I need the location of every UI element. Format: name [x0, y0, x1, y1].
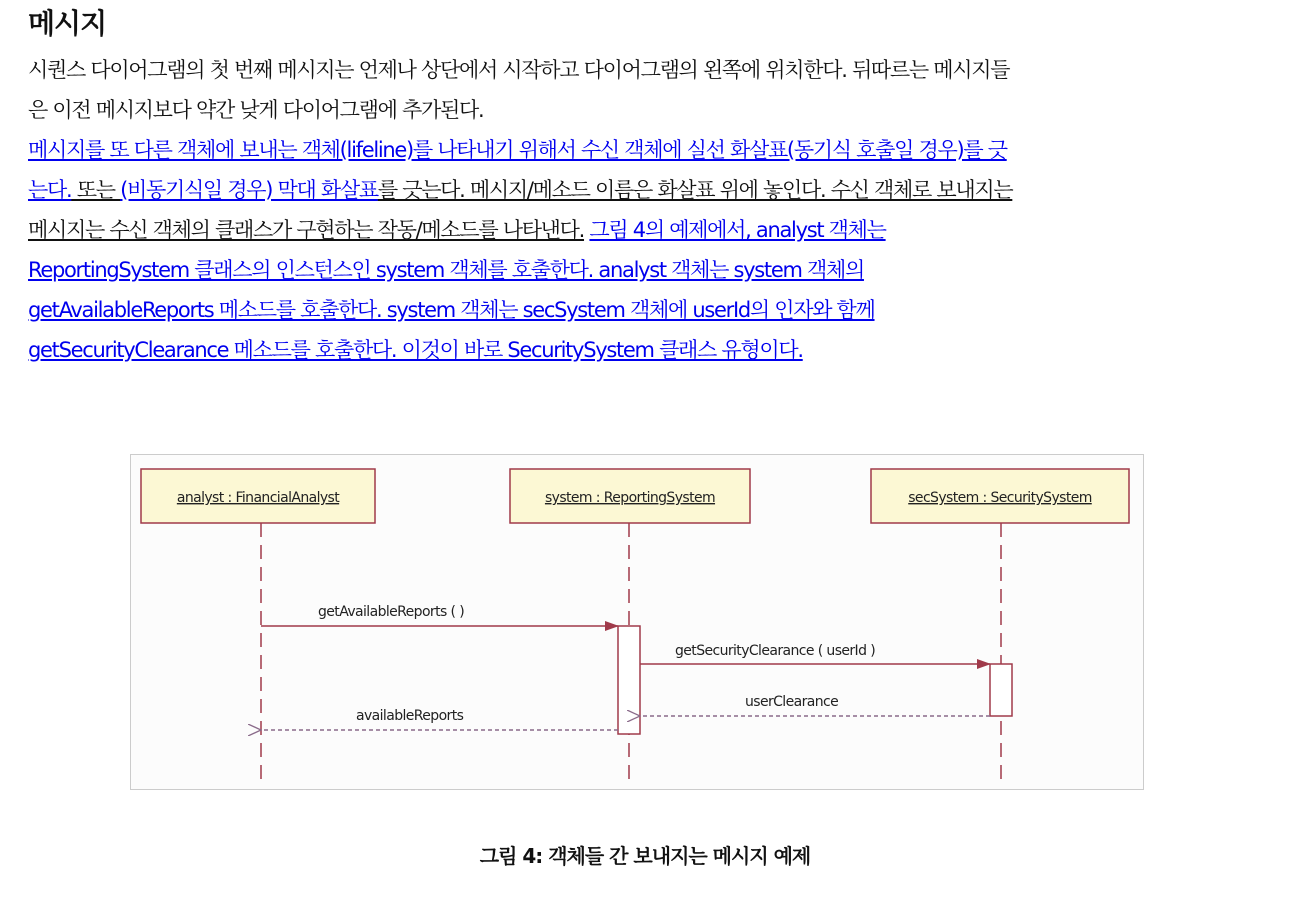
async-arrow-link[interactable]: (비동기식일 경우) 막대 화살표 — [120, 178, 378, 202]
paragraph-line-3 — [28, 130, 1248, 170]
object-analyst-label: analyst : FinancialAnalyst — [176, 490, 340, 506]
method-description-text: 메시지는 수신 객체의 클래스가 구현하는 작동/메소드를 나타낸다. — [28, 218, 585, 242]
sequence-diagram-figure — [130, 454, 1144, 790]
object-system — [510, 469, 750, 523]
activation-secsystem — [990, 664, 1012, 716]
paragraph-line-7 — [28, 290, 1248, 330]
figure-example-link-4[interactable]: getSecurityClearance 메소드를 호출한다. 이것이 바로 SecuritySystem 클래스 유형이다. — [28, 338, 803, 362]
object-system-label: system : ReportingSystem — [544, 490, 716, 506]
message-user-clearance-label: userClearance — [745, 694, 839, 710]
object-secsystem — [871, 469, 1129, 523]
object-secsystem-label: secSystem : SecuritySystem — [908, 490, 1092, 506]
figure-example-link-3[interactable]: getAvailableReports 메소드를 호출한다. system 객체는 secSystem 객체에 userId의 인자와 함께 — [28, 298, 875, 322]
object-analyst — [141, 469, 375, 523]
message-get-available-reports-label: getAvailableReports ( ) — [318, 604, 465, 620]
activation-system — [618, 626, 640, 734]
sync-arrow-link-cont[interactable]: 는다. — [28, 178, 72, 202]
message-available-reports-label: availableReports — [356, 708, 464, 724]
paragraph-line-1: 시퀀스 다이어그램의 첫 번째 메시지는 언제나 상단에서 시작하고 다이어그램의 왼쪽에 위치한다. 뒤따르는 메시지들 — [28, 58, 1010, 82]
section-heading: 메시지 — [28, 7, 107, 40]
message-get-security-clearance-label: getSecurityClearance ( userId ) — [675, 643, 876, 659]
paragraph-line-5 — [28, 210, 1248, 250]
paragraph-line-6 — [28, 250, 1248, 290]
sync-arrow-link[interactable]: 메시지를 또 다른 객체에 보내는 객체(lifeline)를 나타내기 위해서 수신 객체에 실선 화살표(동기식 호출일 경우)를 긋 — [28, 138, 1007, 162]
or-text: 또는 — [71, 178, 121, 202]
paragraph-line-2: 은 이전 메시지보다 약간 낮게 다이어그램에 추가된다. — [28, 98, 484, 122]
sequence-diagram — [131, 455, 1145, 791]
paragraph-line-4 — [28, 170, 1248, 210]
arrow-description-text: 를 긋는다. 메시지/메소드 이름은 화살표 위에 놓인다. 수신 객체로 보내지는 — [377, 178, 1013, 202]
paragraph-line-8 — [28, 330, 1248, 370]
figure-caption: 그림 4: 객체들 간 보내지는 메시지 예제 — [479, 844, 811, 868]
figure-example-link[interactable]: 그림 4의 예제에서, analyst 객체는 — [589, 218, 886, 242]
body-paragraph — [28, 50, 1248, 370]
figure-example-link-2[interactable]: ReportingSystem 클래스의 인스턴스인 system 객체를 호출한다. analyst 객체는 system 객체의 — [28, 258, 864, 282]
